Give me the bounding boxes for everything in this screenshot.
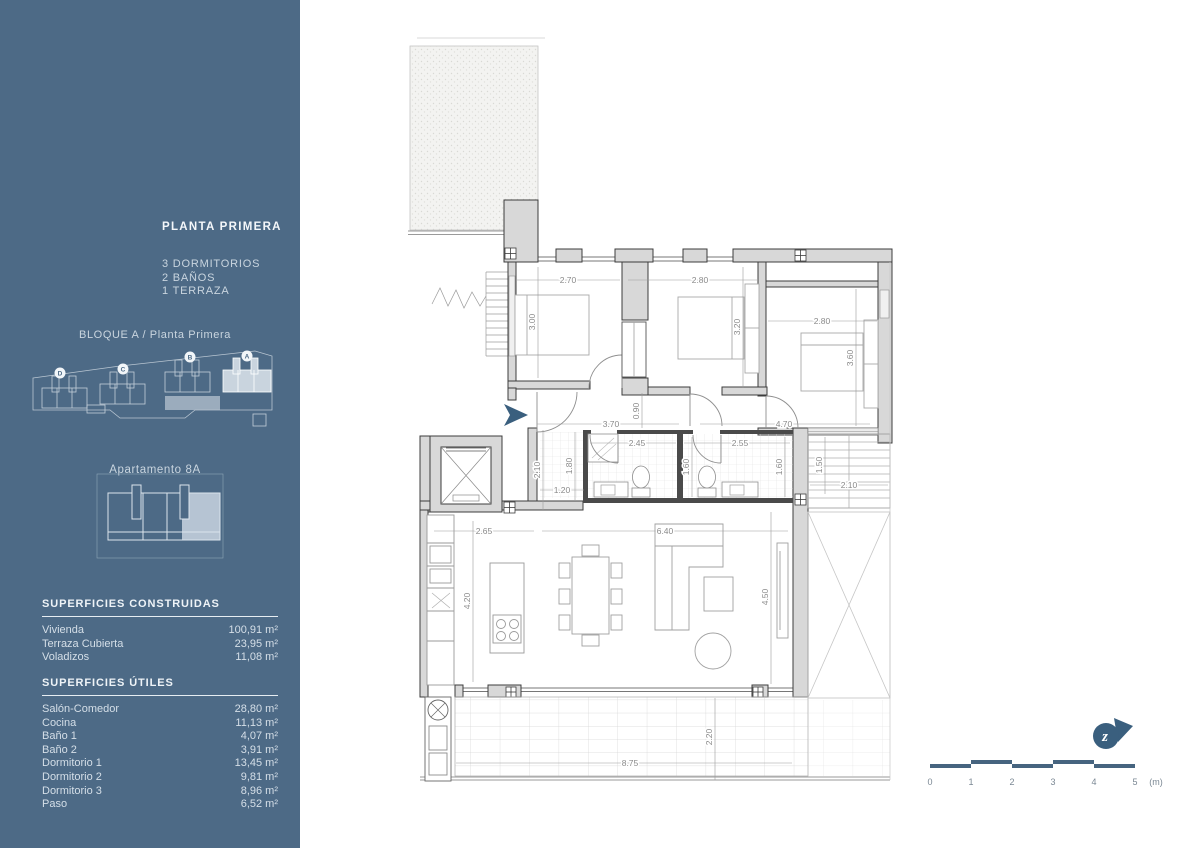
site-block-c: [100, 372, 145, 404]
table-row: Dormitorio 1 13,45 m²: [42, 757, 278, 770]
table-row: Dormitorio 2 9,81 m²: [42, 770, 278, 783]
svg-text:C: C: [120, 366, 126, 374]
dimension-label: 1.80: [564, 457, 574, 475]
svg-text:A: A: [244, 353, 250, 361]
feature-terrace: 1 TERRAZA: [162, 285, 230, 297]
site-block-d: [42, 376, 87, 408]
table-row: Voladizos 11,08 m²: [42, 651, 278, 664]
dimension-label: 2.10: [840, 480, 858, 490]
north-compass-icon: [1093, 718, 1133, 749]
dimension-label: 3.60: [845, 349, 855, 367]
scale-bar: [927, 760, 1162, 787]
scale-unit: (m): [1149, 777, 1163, 787]
scale-label: 3: [1050, 777, 1056, 787]
external-stair: [432, 272, 508, 356]
dimension-label: 2.20: [704, 728, 714, 746]
dimension-label: 6.40: [656, 526, 674, 536]
table-row: Baño 1 4,07 m²: [42, 730, 278, 743]
block-label: BLOQUE A / Planta Primera: [79, 329, 231, 341]
scale-label: 1: [968, 777, 974, 787]
dimension-label: 1.20: [553, 485, 571, 495]
dimension-label: 8.75: [621, 758, 639, 768]
dimension-label: 0.90: [631, 402, 641, 420]
table-row: Vivienda 100,91 m²: [42, 624, 278, 636]
dimension-label: 3.20: [732, 318, 742, 336]
surfaces-useful-heading: SUPERFICIES ÚTILES: [42, 677, 278, 696]
dimension-label: 2.55: [731, 438, 749, 448]
table-row: Dormitorio 3 8,96 m²: [42, 784, 278, 797]
kitchen-island: [490, 563, 524, 653]
dimension-label: 3.70: [602, 419, 620, 429]
scale-label: 4: [1091, 777, 1097, 787]
elevator: [441, 447, 491, 504]
site-pool: [165, 396, 220, 410]
dining-table: [559, 545, 622, 646]
dimension-label: 1.60: [774, 458, 784, 476]
table-row: Salón-Comedor 28,80 m²: [42, 703, 278, 715]
table-row: Terraza Cubierta 23,95 m²: [42, 637, 278, 650]
table-row: Paso 6,52 m²: [42, 798, 278, 811]
site-block-a-highlighted: [223, 358, 271, 392]
dimension-label: 1.50: [814, 456, 824, 474]
scale-label: 2: [1009, 777, 1015, 787]
scale-label: 5: [1132, 777, 1138, 787]
apartment-label: Apartamento 8A: [109, 464, 201, 476]
coffee-table: [704, 577, 733, 611]
dimension-label: 2.80: [813, 316, 831, 326]
terrace-planter: [425, 697, 451, 781]
apartment-diagram: [95, 472, 225, 562]
svg-text:z: z: [1102, 729, 1108, 745]
dimension-label: 2.80: [691, 275, 709, 285]
dimension-label: 2.65: [475, 526, 493, 536]
scale-label: 0: [927, 777, 933, 787]
dimension-label: 4.20: [462, 592, 472, 610]
feature-bedrooms: 3 DORMITORIOS: [162, 258, 261, 270]
surfaces-built-heading: SUPERFICIES CONSTRUIDAS: [42, 598, 278, 617]
dimension-label: 2.70: [559, 275, 577, 285]
site-block-b: [165, 360, 210, 392]
dimension-label: 4.50: [760, 588, 770, 606]
terrace: [420, 697, 890, 781]
dimension-label: 1.60: [681, 458, 691, 476]
surfaces-built-table: [42, 598, 278, 665]
svg-text:B: B: [187, 354, 193, 362]
feature-bathrooms: 2 BAÑOS: [162, 271, 216, 284]
dimension-label: 3.00: [527, 313, 537, 331]
dimension-label: 2.45: [628, 438, 646, 448]
tv-unit: [777, 543, 788, 638]
svg-text:D: D: [57, 370, 63, 378]
page-title: PLANTA PRIMERA: [162, 221, 282, 233]
feature-list: [162, 258, 260, 299]
surfaces-useful-table: [42, 677, 278, 812]
entry-arrow-icon: [504, 404, 528, 426]
site-plan-map: [25, 348, 275, 436]
kitchen: [427, 515, 524, 685]
table-row: Baño 2 3,91 m²: [42, 743, 278, 756]
sidebar: [0, 0, 300, 848]
dimension-label: 4.70: [775, 419, 793, 429]
pouf: [695, 633, 731, 669]
dimension-label: 2.10: [532, 461, 542, 479]
table-row: Cocina 11,13 m²: [42, 716, 278, 729]
